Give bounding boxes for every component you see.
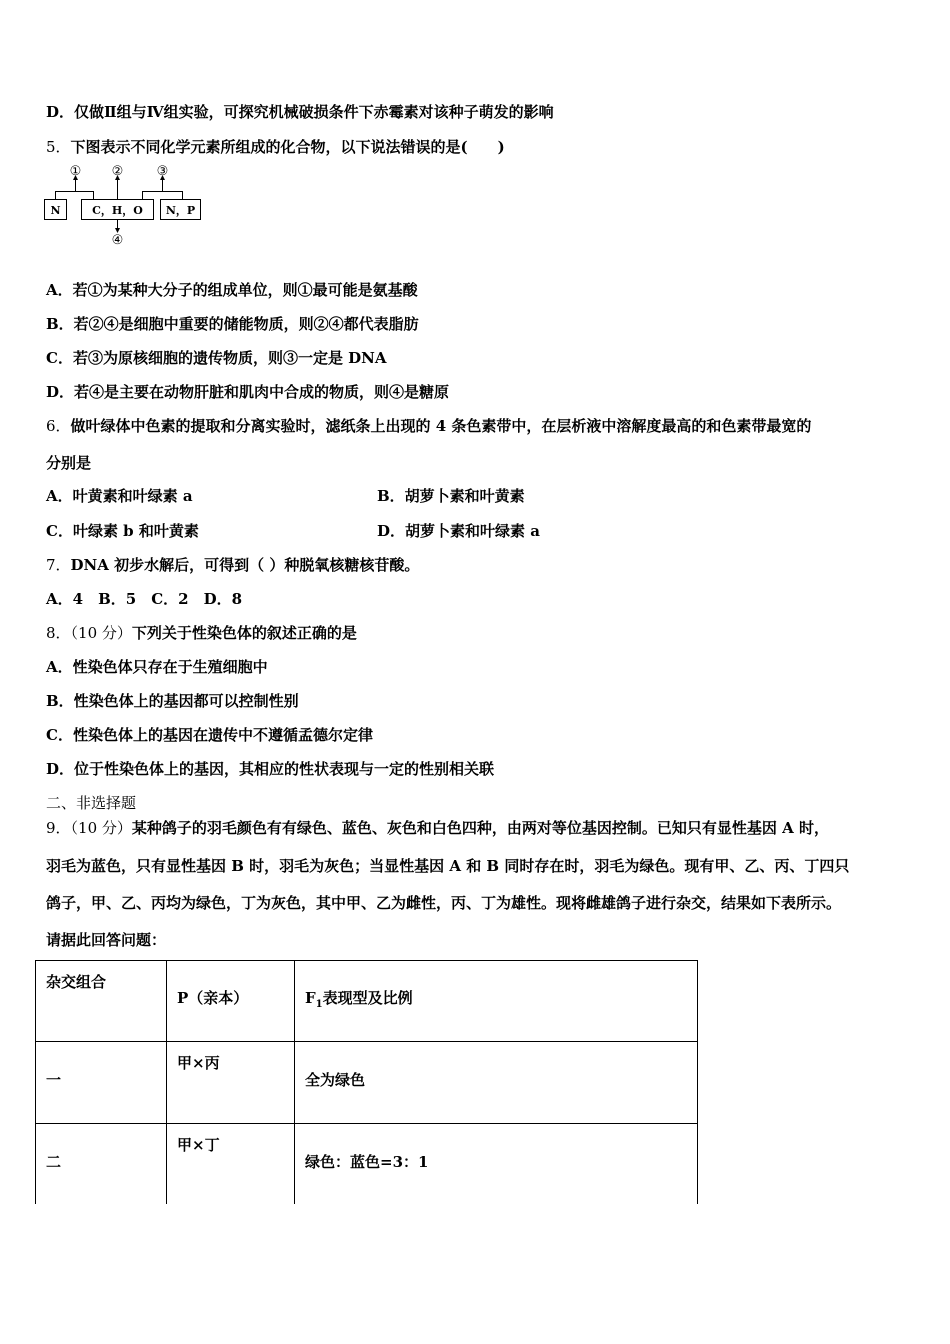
q8-number: 8． [46, 624, 71, 642]
q5-stem [46, 137, 505, 157]
diagram-box-cho-label: C，H，O [92, 204, 143, 217]
header-cross-group: 杂交组合 [46, 973, 107, 991]
q7-number: 7． [46, 556, 71, 574]
header-f1-phenotype: $F_1$表现型及比例 [305, 989, 413, 1010]
q5-stem-text: 下图表示不同化学元素所组成的化合物，以下说法错误的是( ) [70, 138, 505, 156]
q5-number: 5． [46, 138, 71, 156]
q6-option-d: D．胡萝卜素和叶绿素 a [377, 522, 540, 540]
q6-option-c: C．叶绿素 b 和叶黄素 [46, 522, 199, 540]
q6-option-b: B．胡萝卜素和叶黄素 [377, 487, 525, 505]
row2-group: 二 [46, 1153, 62, 1171]
q6-stem-cont: 分别是 [46, 454, 92, 472]
q9-line-1: 某种鸽子的羽毛颜色有有绿色、蓝色、灰色和白色四种，由两对等位基因控制。已知只有显性基因 A 时， [131, 819, 829, 837]
q7-stem [46, 555, 419, 575]
section-heading: 二、非选择题 [46, 794, 137, 812]
q8-option-d: D．位于性染色体上的基因，其相应的性状表现与一定的性别相关联 [46, 760, 495, 778]
q6-option-a: A．叶黄素和叶绿素 a [46, 487, 193, 505]
q9-stem [46, 818, 829, 838]
q6-stem [46, 416, 811, 436]
table-header-row [36, 961, 698, 1042]
q8-option-a: A．性染色体只存在于生殖细胞中 [46, 658, 268, 676]
q8-score: （10 分） [70, 624, 132, 642]
q7-stem-text: DNA 初步水解后，可得到（ ）种脱氧核糖核苷酸。 [70, 556, 420, 574]
q9-score: （10 分） [70, 819, 132, 837]
diagram-box-np-label: N，P [165, 204, 196, 217]
row1-group: 一 [46, 1071, 62, 1089]
q5-option-b: B．若②④是细胞中重要的储能物质，则②④都代表脂肪 [46, 315, 419, 333]
diagram-label-3: ③ [156, 164, 169, 179]
q9-number: 9． [46, 819, 71, 837]
diagram-label-1: ① [69, 164, 82, 179]
q9-line-4: 请据此回答问题： [46, 931, 167, 949]
q4-option-d: D．仅做Ⅱ组与Ⅳ组实验，可探究机械破损条件下赤霉素对该种子萌发的影响 [46, 103, 554, 121]
q8-stem [46, 623, 357, 643]
q6-number: 6． [46, 417, 71, 435]
q8-option-c: C．性染色体上的基因在遗传中不遵循孟德尔定律 [46, 726, 373, 744]
q7-options: A．4 B．5 C．2 D．8 [46, 590, 243, 608]
table-row [36, 1042, 698, 1124]
diagram-label-4: ④ [111, 233, 124, 246]
diagram-box-n-label: N [50, 204, 61, 217]
cross-results-table [35, 960, 698, 1204]
row1-parents: 甲×丙 [177, 1054, 220, 1072]
q8-stem-text: 下列关于性染色体的叙述正确的是 [131, 624, 357, 642]
row1-result: 全为绿色 [305, 1071, 366, 1089]
q5-option-c: C．若③为原核细胞的遗传物质，则③一定是 DNA [46, 349, 387, 367]
q9-line-3: 鸽子，甲、乙、丙均为绿色，丁为灰色，其中甲、乙为雌性，丙、丁为雄性。现将雌雄鸽子进行杂交，结果如下表所示。 [46, 894, 842, 912]
q9-line-2: 羽毛为蓝色，只有显性基因 B 时，羽毛为灰色；当显性基因 A 和 B 同时存在时，羽毛为绿色。现有甲、乙、丙、丁四只 [46, 857, 850, 875]
row2-parents: 甲×丁 [177, 1136, 220, 1154]
diagram-label-2: ② [111, 164, 124, 179]
diagram-connector-1 [56, 192, 94, 200]
element-compound-diagram [44, 164, 204, 246]
q5-option-a: A．若①为某种大分子的组成单位，则①最可能是氨基酸 [46, 281, 418, 299]
header-parents: P（亲本） [177, 989, 249, 1007]
row2-result: 绿色：蓝色=3：1 [305, 1153, 429, 1171]
q5-option-d: D．若④是主要在动物肝脏和肌肉中合成的物质，则④是糖原 [46, 383, 450, 401]
q6-stem-text: 做叶绿体中色素的提取和分离实验时，滤纸条上出现的 4 条色素带中，在层析液中溶解度最高的和色素带最宽的 [70, 417, 812, 435]
diagram-connector-3 [143, 192, 183, 200]
table-row [36, 1124, 698, 1205]
q8-option-b: B．性染色体上的基因都可以控制性别 [46, 692, 299, 710]
